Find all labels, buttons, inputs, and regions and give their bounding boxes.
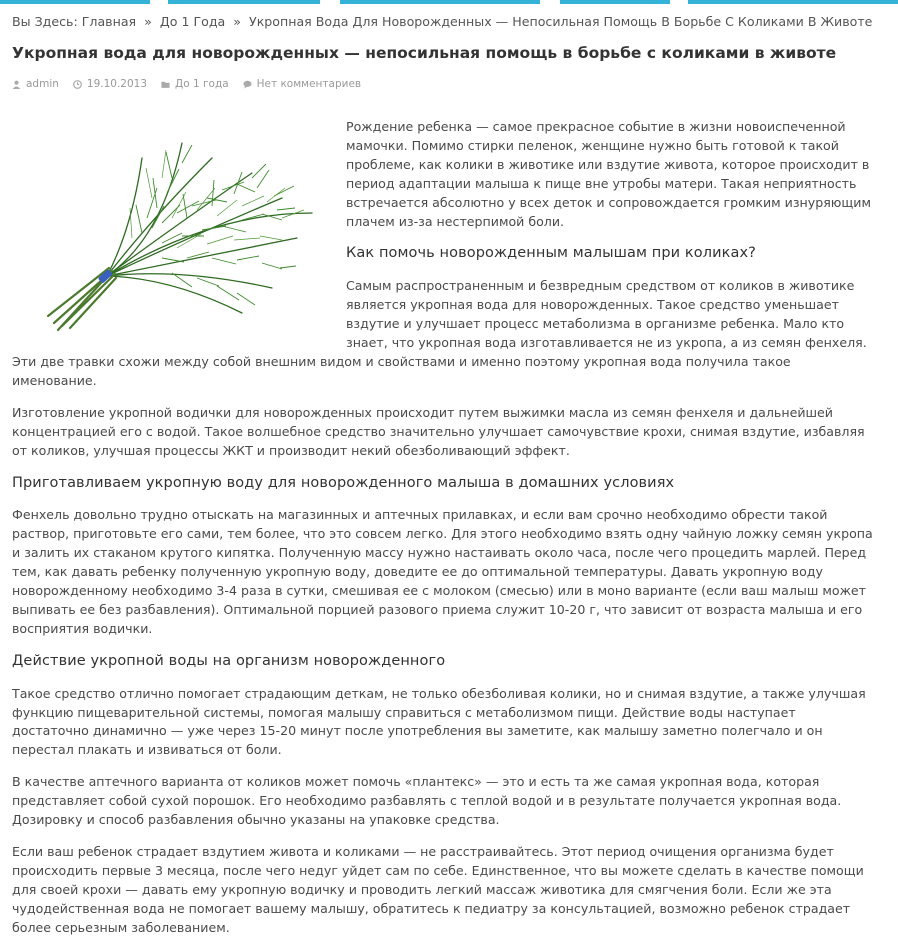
author-name: admin bbox=[26, 78, 59, 90]
article-paragraph: Такое средство отлично помогает страдающим деткам, не только обезболивая колики, но и снимая вздутие, а также улучшая функцию пищеварительной системы, помогая малышу справиться с метаболизмом пищи. Действие воды наступает достаточно динамично — уже через 15-20 минут после употребления вы заметите, как малышу заметно полегчало и он перестал плакать и извиваться от боли. bbox=[12, 685, 866, 758]
meta-date bbox=[73, 78, 147, 90]
comments-link: Нет комментариев bbox=[256, 78, 362, 90]
article-paragraph: Рождение ребенка — самое прекрасное событие в жизни новоиспеченной мамочки. Помимо стирки пеленок, женщине нужно быть готовой к такой проблеме, как колики в животике или вздутие живота, которое происходит в период адаптации малыша к пище вне утробы матери. Такая неприятность встречается абсолютно у всех деток и сопровождается громким изнуряющим плачем из-за нестерпимой боли. bbox=[346, 119, 871, 229]
clock-icon bbox=[73, 80, 82, 89]
breadcrumb-separator: » bbox=[144, 14, 152, 29]
folder-icon bbox=[161, 80, 170, 89]
article-paragraph: Изготовление укропной водички для новорожденных происходит путем выжимки масла из семян фенхеля и дальнейшей концентрацией его с водой. Такое волшебное средство значительно улучшает самочувствие крохи, снимая вздутие, избавляя от коликов, улучшая процессы ЖКТ и производит некий обезболивающий эффект. bbox=[12, 404, 865, 458]
nav-tab-1[interactable] bbox=[0, 0, 150, 4]
breadcrumb-current: Укропная Вода Для Новорожденных — Непосильная Помощь В Борьбе С Коликами В Животе bbox=[249, 14, 873, 29]
nav-tab-3[interactable] bbox=[340, 0, 540, 4]
breadcrumb-category-link[interactable]: До 1 Года bbox=[159, 14, 226, 29]
post-date: 19.10.2013 bbox=[86, 78, 148, 90]
meta-category[interactable] bbox=[161, 78, 229, 90]
article-paragraph: В качестве аптечного варианта от коликов может помочь «плантекс» — это и есть та же самая укропная вода, которая представляет собой сухой порошок. Его необходимо разбавлять с теплой водой и в результате получается укропная вода. Дозировку и способ разбавления обычно указаны на упаковке средства. bbox=[12, 774, 842, 828]
breadcrumb-prefix: Вы Здесь: bbox=[12, 14, 78, 29]
comment-icon bbox=[243, 80, 252, 89]
nav-tab-4[interactable] bbox=[560, 0, 670, 4]
section-heading: Действие укропной воды на организм новорожденного bbox=[12, 652, 446, 669]
breadcrumb-separator: » bbox=[233, 14, 241, 29]
article-paragraph: Фенхель довольно трудно отыскать на магазинных и аптечных прилавках, и если вам срочно необходимо обрести такой раствор, приготовьте его сами, тем более, что это совсем легко. Для этого необходимо взять одну чайную ложку семян укропа и залить их стаканом крутого кипятка. Полученную массу нужно настаивать около часа, после чего процедить марлей. Перед тем, как давать ребенку полученную укропную воду, доведите ее до оптимальной температуры. Давать укропную воду новорожденному необходимо 3-4 раза в сутки, смешивая ее с молоком (смесью) или в моно варианте (если ваш малыш может выпивать ее без разбавления). Оптимальной порцией разового приема служит 10-20 г, что зависит от возраста малыша и его восприятия водички. bbox=[12, 507, 873, 636]
dill-bunch-photo bbox=[12, 118, 328, 343]
user-icon bbox=[12, 80, 21, 89]
meta-author[interactable] bbox=[12, 78, 59, 90]
section-heading: Как помочь новорожденным малышам при коликах? bbox=[346, 245, 756, 262]
nav-tab-2[interactable] bbox=[168, 0, 320, 4]
breadcrumb-home-link[interactable]: Главная bbox=[81, 14, 137, 29]
article-body bbox=[12, 110, 876, 951]
post-meta bbox=[12, 78, 361, 90]
page-title: Укропная вода для новорожденных — непосильная помощь в борьбе с коликами в животе bbox=[12, 44, 837, 62]
meta-comments[interactable] bbox=[243, 78, 361, 90]
category-link: До 1 года bbox=[175, 78, 229, 90]
article-paragraph: Если ваш ребенок страдает вздутием живота и коликами — не расстраивайтесь. Этот период очищения организма будет происходить первые 3 месяца, после чего недуг уйдет сам по себе. Единственное, что вы можете сделать в качестве помощи для своей крохи — давать ему укропную водичку и проводить легкий массаж животика для смягчения боли. Если же эта чудодейственная вода не помогает вашему малышу, обратитесь к педиатру за консультацией, возможно ребенок страдает более серьезным заболеванием. bbox=[12, 844, 864, 935]
breadcrumb bbox=[12, 14, 872, 29]
section-heading: Приготавливаем укропную воду для новорожденного малыша в домашних условиях bbox=[12, 474, 675, 491]
top-nav-strip bbox=[0, 0, 898, 6]
nav-tab-5[interactable] bbox=[688, 0, 898, 4]
article-paragraph: Самым распространенным и безвредным средством от коликов в животике является укропная вода для новорожденных. Такое средство уменьшает вздутие и улучшает процесс метаболизма в организме ребенка. Мало кто знает, что укропная вода изготавливается не из укропа, а из семян фенхеля. Эти две травки схожи между собой внешним видом и свойствами и именно поэтому укропная вода получила такое именование. bbox=[12, 278, 867, 388]
